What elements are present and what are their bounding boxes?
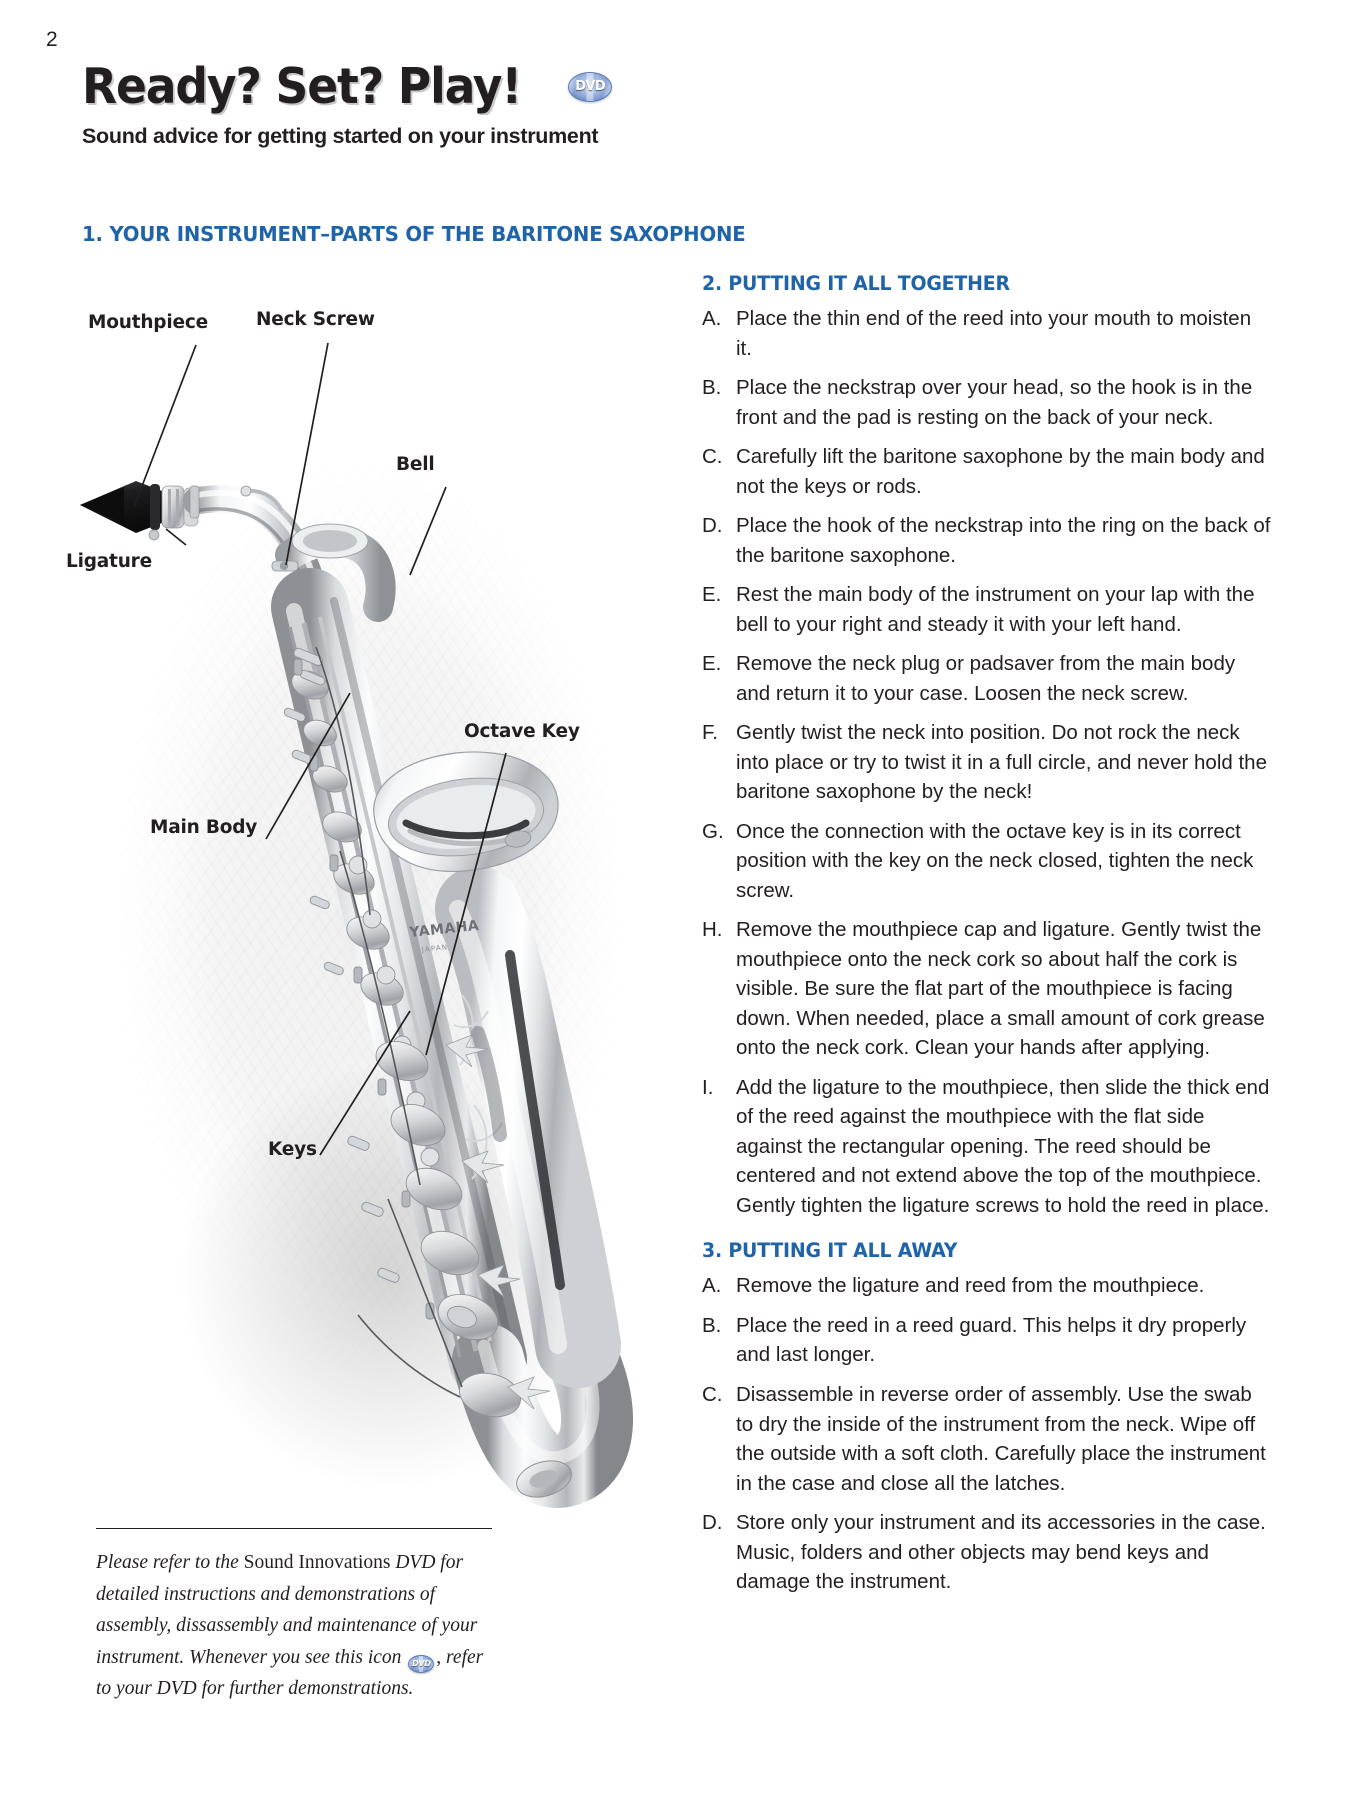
- step-marker: B.: [702, 1313, 722, 1337]
- masthead: [82, 58, 612, 149]
- list-item: [702, 1271, 1272, 1301]
- page-title: Ready? Set? Play!: [82, 58, 522, 115]
- step-marker: B.: [702, 376, 722, 400]
- section-2-steps: [702, 304, 1272, 1220]
- list-item: [702, 1380, 1272, 1498]
- footnote-part-1: Please refer to the: [96, 1552, 244, 1573]
- list-item: [702, 442, 1272, 501]
- dvd-icon-inline: [408, 1655, 434, 1673]
- step-marker: I.: [702, 1075, 714, 1099]
- callout-mouthpiece: Mouthpiece: [88, 312, 208, 333]
- step-text: Gently twist the neck into position. Do not rock the neck into place or try to twist it in a full circle, and never hold the baritone saxophone by the neck!: [736, 721, 1267, 804]
- step-text: Remove the mouthpiece cap and ligature. Gently twist the mouthpiece onto the neck cork so about half the cork is visible. Be sure the flat part of the mouthpiece is facing down. When needed, place a small amount of cork grease onto the neck cork. Clean your hands after applying.: [736, 918, 1265, 1060]
- footnote-part-2: DVD for detailed instructions and demonstrations of assembly, dissassembly and maintenance of your instrument. Whenever you see this icon: [96, 1552, 478, 1668]
- footnote-part-3: , refer to your DVD for further demonstrations.: [96, 1646, 484, 1700]
- step-marker: A.: [702, 307, 722, 330]
- step-marker: F.: [702, 721, 718, 745]
- step-marker: D.: [702, 1511, 723, 1535]
- step-marker: D.: [702, 514, 723, 538]
- step-text: Disassemble in reverse order of assembly. Use the swab to dry the inside of the instrument from the neck. Wipe off the outside with a soft cloth. Carefully place the instrument in the case and close all the latches.: [736, 1382, 1266, 1495]
- footnote-divider: [96, 1528, 492, 1529]
- page-subtitle: Sound advice for getting started on your instrument: [82, 124, 599, 148]
- section-2-heading: 2. PUTTING IT ALL TOGETHER: [702, 272, 1010, 295]
- section-3-heading: 3. PUTTING IT ALL AWAY: [702, 1239, 958, 1263]
- step-marker: G.: [702, 819, 724, 843]
- footnote-series-name: Sound Innovations: [243, 1552, 391, 1573]
- step-text: Carefully lift the baritone saxophone by the main body and not the keys or rods.: [736, 445, 1265, 498]
- callout-ligature: Ligature: [66, 551, 152, 572]
- list-item: [702, 1311, 1272, 1370]
- footnote-text: [96, 1547, 500, 1705]
- step-text: Add the ligature to the mouthpiece, then slide the thick end of the reed against the mouthpiece with the flat side against the rectangular opening. The reed should be centered and not extend above the top of the mouthpiece. Gently tighten the ligature screws to hold the reed in place.: [736, 1075, 1270, 1217]
- step-text: Place the hook of the neckstrap into the ring on the back of the baritone saxophone.: [736, 514, 1271, 567]
- list-item: [702, 915, 1272, 1063]
- list-item: [702, 373, 1272, 432]
- list-item: [702, 649, 1272, 708]
- list-item: [702, 1073, 1272, 1221]
- callout-bell: Bell: [396, 454, 435, 475]
- dvd-icon: [568, 72, 612, 102]
- baritone-saxophone-illustration: [58, 255, 658, 1520]
- step-text: Remove the ligature and reed from the mouthpiece.: [736, 1274, 1205, 1298]
- list-item: [702, 304, 1272, 363]
- step-marker: C.: [702, 1382, 723, 1406]
- list-item: [702, 718, 1272, 807]
- step-marker: E.: [702, 583, 722, 607]
- step-marker: H.: [702, 918, 723, 942]
- callout-keys: Keys: [268, 1139, 317, 1160]
- instrument-figure: [58, 255, 658, 1520]
- step-text: Rest the main body of the instrument on your lap with the bell to your right and steady it with your left hand.: [736, 583, 1255, 636]
- callout-octave-key: Octave Key: [464, 721, 580, 742]
- title-row: [82, 58, 612, 115]
- step-marker: C.: [702, 445, 723, 469]
- list-item: [702, 511, 1272, 570]
- footnote: [96, 1528, 500, 1705]
- dvd-icon-inline-label: DVD: [412, 1658, 431, 1668]
- callout-neck-screw: Neck Screw: [256, 309, 375, 330]
- step-marker: A.: [702, 1274, 722, 1298]
- callout-main-body: Main Body: [150, 817, 258, 838]
- page-number: 2: [46, 28, 58, 51]
- step-marker: E.: [702, 652, 722, 676]
- section-3-steps: [702, 1271, 1272, 1596]
- step-text: Place the thin end of the reed into your mouth to moisten it.: [736, 307, 1252, 360]
- step-text: Place the reed in a reed guard. This helps it dry properly and last longer.: [736, 1313, 1247, 1367]
- brand-engraving: YAMAHA: [408, 917, 480, 941]
- mouthpiece-group: [80, 481, 198, 540]
- instructions-column: [702, 272, 1272, 1607]
- step-text: Place the neckstrap over your head, so the hook is in the front and the pad is resting on the back of your neck.: [736, 376, 1253, 429]
- list-item: [702, 580, 1272, 639]
- step-text: Once the connection with the octave key is in its correct position with the key on the neck closed, tighten the neck screw.: [736, 819, 1254, 902]
- brand-sub-engraving: JAPAN: [421, 943, 449, 954]
- list-item: [702, 1508, 1272, 1597]
- dvd-icon-label: DVD: [575, 79, 606, 94]
- list-item: [702, 817, 1272, 906]
- section-1-heading: 1. YOUR INSTRUMENT–PARTS OF THE BARITONE SAXOPHONE: [82, 222, 746, 246]
- step-text: Store only your instrument and its accessories in the case. Music, folders and other objects may bend keys and damage the instrument.: [736, 1511, 1266, 1594]
- step-text: Remove the neck plug or padsaver from the main body and return it to your case. Loosen the neck screw.: [736, 652, 1236, 705]
